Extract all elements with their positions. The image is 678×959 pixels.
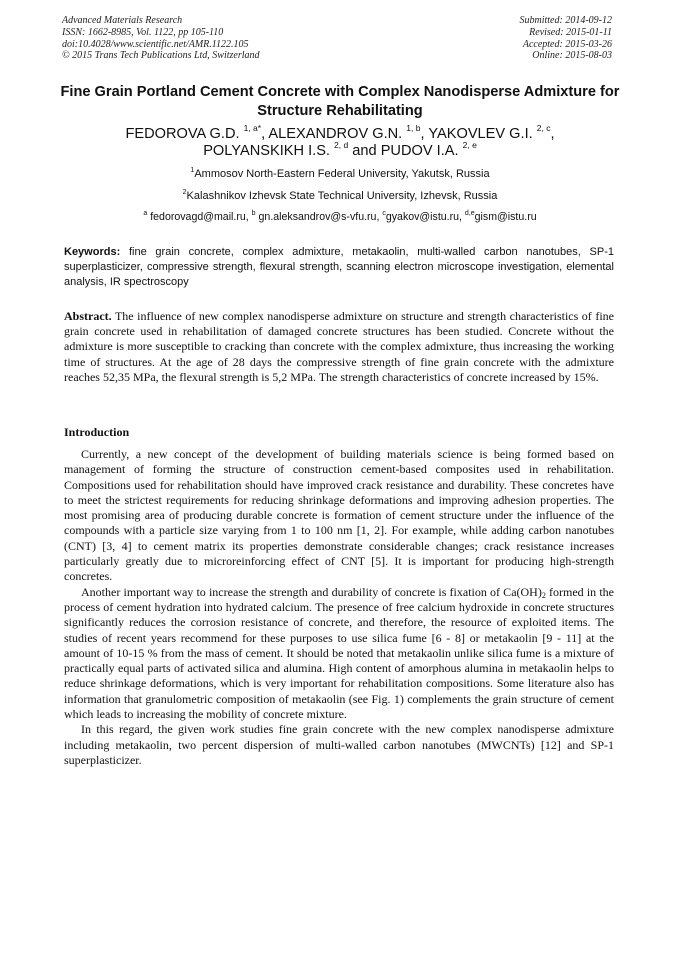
revised-date: Revised: 2015-01-11 [529, 26, 612, 38]
author-separator: , [261, 126, 269, 142]
affiliation-marker: 2 [182, 189, 187, 196]
email-marker: c [382, 210, 386, 217]
journal-info [62, 15, 260, 62]
paragraph: Currently, a new concept of the development of building materials science is being formed based on management of forming the structure of construction cement-based composites used in rehabilitation. Compositions used for rehabilitation should have improved crack resistance and durability. These concretes have to meet the strictest requirements for reducing shrinkage deformations and improving adhesion properties. The most promising area of producing durable concrete is formation of cement structure under the influence of the compounds with a particle size varying from 1 to 100 nm [1, 2]. For example, while adding carbon nanotubes (CNT) [3, 4] to cement matrix its properties demonstrate considerable changes; crack resistance increases particularly greatly due to microreinforcing effect of CNT [5]. It is important for producing high-strength concretes. [64, 447, 614, 584]
abstract-section [64, 309, 614, 385]
email-marker: a [143, 210, 148, 217]
affiliation-2 [60, 190, 620, 203]
subscript: 2 [541, 590, 546, 600]
affiliation-marker: 1 [190, 167, 195, 174]
author-separator: , [550, 126, 555, 142]
author-name: FEDOROVA G.D. [125, 126, 240, 142]
affiliation-text: Kalashnikov Izhevsk State Technical University, Izhevsk, Russia [186, 190, 498, 202]
author-name: YAKOVLEV G.I. [428, 126, 533, 142]
publication-dates [520, 15, 613, 62]
paragraph-text: Another important way to increase the strength and durability of concrete is fixation of Ca(OH) [81, 584, 542, 599]
author-affiliation-marker: 2, d [334, 140, 349, 150]
submitted-date: Submitted: 2014-09-12 [519, 15, 612, 26]
keywords-section [64, 245, 614, 289]
email-link[interactable]: fedorovagd@mail.ru [150, 211, 246, 223]
introduction-body [64, 447, 614, 768]
copyright-line: © 2015 Trans Tech Publications Ltd, Switzerland [62, 50, 260, 62]
abstract-label: Abstract. [64, 309, 112, 323]
paragraph: In this regard, the given work studies fine grain concrete with the new complex nanodisperse admixture including metakaolin, two percent dispersion of multi-walled carbon nanotubes (MWCNTs) [12] and SP-1 superplasticizer. [64, 722, 614, 767]
keywords-text: fine grain concrete, complex admixture, metakaolin, multi-walled carbon nanotubes, SP-1 superplasticizer, compressive strength, flexural strength, scanning electron microscope investigation, elemental analysis, IR spectroscopy [64, 246, 614, 288]
author-emails: $^a$ fedorovagd@mail.ru, $^b$ gn.aleksandrov@s-vfu.ru, $^c$gyakov@istu.ru, $^{d,e}$gism@istu.ru [143, 210, 537, 223]
author-name: POLYANSKIKH I.S. [203, 143, 330, 159]
doi-line: doi:10.4028/www.scientific.net/AMR.1122.105 [62, 38, 249, 50]
issn-line: ISSN: 1662-8985, Vol. 1122, pp 105-110 [62, 26, 224, 38]
author-affiliation-marker: 1, a* [243, 123, 262, 133]
accepted-date: Accepted: 2015-03-26 [522, 38, 612, 50]
author-affiliation-marker: 2, e [462, 140, 477, 150]
journal-name: Advanced Materials Research [62, 15, 183, 26]
author-affiliation-marker: 2, c [536, 123, 551, 133]
section-heading-introduction: Introduction [64, 425, 130, 439]
abstract-text: The influence of new complex nanodisperse admixture on structure and strength characteristics of fine grain concrete used in rehabilitation of damaged concrete structures has been studied. Concrete without the admixture is more susceptible to cracking than concrete with the complex admixture, thus increasing the working time of structures. At the age of 28 days the compressive strength of fine grain concrete with the admixture reaches 52,35 MPa, the flexural strength is 5,2 MPa. The strength characteristics of concrete increased by 15%. [64, 309, 614, 384]
paper-title: Fine Grain Portland Cement Concrete with Complex Nanodisperse Admixture for Structure Rehabilitating [60, 84, 620, 119]
paragraph [64, 585, 614, 723]
author-separator: and [348, 143, 381, 159]
email-marker: b [251, 210, 256, 217]
author-affiliation-marker: 1, b [406, 123, 421, 133]
affiliation-text: Ammosov North-Eastern Federal University, Yakutsk, Russia [194, 168, 490, 180]
affiliation-1 [60, 168, 620, 181]
author-name: PUDOV I.A. [380, 143, 459, 159]
email-link[interactable]: gyakov@istu.ru [385, 211, 460, 223]
author-list [60, 123, 620, 160]
paragraph-text: formed in the process of cement hydration into hydrated calcium. The presence of free calcium hydroxide in concrete structures significantly reduces the corrosion resistance of concrete, and therefore, the resource of exploited items. The studies of recent years recommend for these purposes to use silica fume [6 - 8] or metakaolin [9 - 11] at the amount of 10-15 % from the mass of cement. It should be noted that metakaolin unlike silica fume is a mixture of practically equal parts of activated silica and alumina. High content of amorphous alumina in metakaolin helps to reduce shrinkage deformations, which is very important for rehabilitation compositions. Some literature also has information that granulometric composition of metakaolin (see Fig. 1) complements the grain structure of cement which leads to increasing the mobility of concrete mixture. [64, 584, 614, 722]
email-link[interactable]: gn.aleksandrov@s-vfu.ru [258, 211, 377, 223]
online-date: Online: 2015-08-03 [532, 50, 612, 62]
keywords-label: Keywords: [64, 246, 121, 258]
author-name: ALEXANDROV G.N. [268, 126, 403, 142]
email-link[interactable]: gism@istu.ru [474, 211, 537, 223]
email-marker: d,e [464, 210, 475, 217]
author-separator: , [420, 126, 429, 142]
